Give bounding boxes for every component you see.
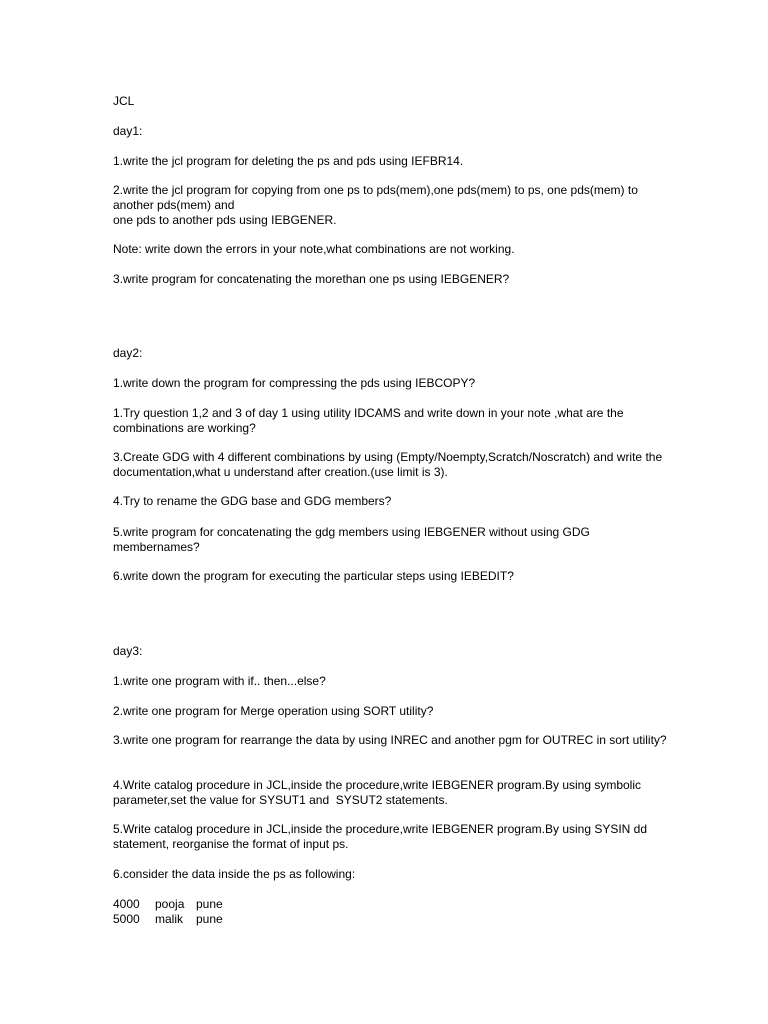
data-cell-city: pune (196, 897, 223, 911)
day2-item-6: 6.write down the program for executing the particular steps using IEBEDIT? (113, 569, 514, 583)
data-cell-id: 5000 (113, 912, 140, 926)
data-cell-id: 4000 (113, 897, 140, 911)
day3-item-3: 3.write one program for rearrange the data by using INREC and another pgm for OUTREC in sort utility? (113, 733, 667, 747)
day1-note: Note: write down the errors in your note,what combinations are not working. (113, 242, 515, 256)
day2-item-1: 1.write down the program for compressing the pds using IEBCOPY? (113, 376, 476, 390)
day2-heading: day2: (113, 346, 143, 360)
day3-item-2: 2.write one program for Merge operation using SORT utility? (113, 704, 434, 718)
data-cell-city: pune (196, 912, 223, 926)
data-cell-name: pooja (155, 897, 185, 911)
day2-item-5: 5.write program for concatenating the gdg members using IEBGENER without using GDG membernames? (113, 525, 594, 554)
day3-heading: day3: (113, 644, 143, 658)
day3-item-5: 5.Write catalog procedure in JCL,inside the procedure,write IEBGENER program.By using SYSIN dd statement, reorganise the format of input ps. (113, 822, 651, 851)
data-cell-name: malik (155, 912, 184, 926)
day3-item-6: 6.consider the data inside the ps as following: (113, 867, 356, 881)
day3-item-1: 1.write one program with if.. then...else? (113, 674, 326, 688)
document-title: JCL (113, 94, 135, 108)
day2-item-3: 3.Create GDG with 4 different combinations by using (Empty/Noempty,Scratch/Noscratch) and write the documentation,what u understand after creation.(use limit is 3). (113, 450, 666, 479)
day2-item-4: 4.Try to rename the GDG base and GDG members? (113, 494, 392, 508)
day3-item-4: 4.Write catalog procedure in JCL,inside the procedure,write IEBGENER program.By using symbolic parameter,set the value for SYSUT1 and SYSUT2 statements. (113, 778, 645, 807)
day2-item-2: 1.Try question 1,2 and 3 of day 1 using utility IDCAMS and write down in your note ,what are the combinations are working? (113, 406, 627, 435)
day1-item-2: 2.write the jcl program for copying from one ps to pds(mem),one pds(mem) to ps, one pds(mem) to another pds(mem) and one pds to another pds using IEBGENER. (113, 183, 638, 227)
day1-item-1: 1.write the jcl program for deleting the ps and pds using IEFBR14. (113, 154, 464, 168)
day1-heading: day1: (113, 124, 143, 138)
day1-item-3: 3.write program for concatenating the morethan one ps using IEBGENER? (113, 272, 510, 286)
